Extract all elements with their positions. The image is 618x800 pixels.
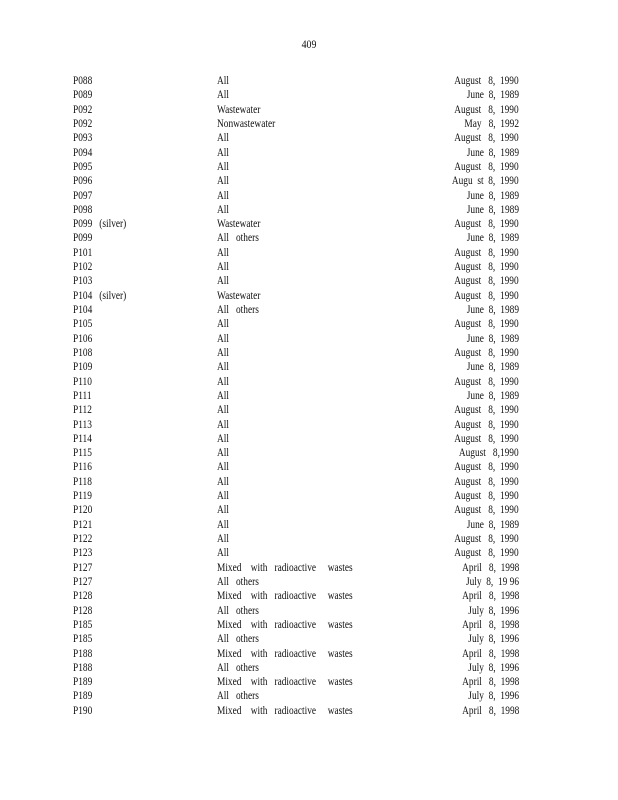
waste-code-cell: P102 [73, 259, 93, 274]
waste-code-cell: P099 (silver) [73, 216, 127, 231]
effective-date-cell: August 8, 1990 [454, 488, 519, 503]
waste-description-cell: Mixed with radioactive wastes [217, 702, 353, 717]
effective-date-cell: August 8, 1990 [454, 216, 519, 231]
waste-code-cell: P109 [73, 359, 93, 374]
waste-code-cell: P104 [73, 302, 93, 316]
waste-code-cell: P127 [73, 573, 93, 588]
waste-code-cell: P185 [73, 631, 93, 646]
waste-description-cell: All [217, 73, 229, 87]
waste-description-cell: Mixed with radioactive wastes [217, 588, 353, 603]
waste-description-cell: Nonwastewater [217, 115, 276, 130]
waste-description-cell: All [217, 330, 229, 345]
waste-description-cell: All others [217, 659, 259, 674]
table-row [0, 402, 618, 416]
effective-date-cell: August 8, 1990 [454, 502, 519, 517]
waste-code-cell: P098 [73, 201, 93, 216]
waste-code-cell: P185 [73, 616, 93, 631]
table-row [0, 545, 618, 559]
table-row [0, 531, 618, 545]
effective-date-cell: August 8, 1990 [454, 130, 519, 145]
table-row [0, 288, 618, 302]
table-row [0, 474, 618, 488]
waste-description-cell: All [217, 416, 229, 431]
waste-description-cell: All [217, 488, 229, 503]
waste-code-cell: P110 [73, 373, 92, 388]
effective-date-cell: August 8, 1990 [454, 373, 519, 388]
table-row [0, 173, 618, 187]
effective-date-cell: Augu st 8, 1990 [452, 173, 519, 188]
waste-code-cell: P188 [73, 645, 93, 660]
waste-description-cell: All [217, 273, 229, 288]
waste-code-cell: P128 [73, 588, 93, 603]
waste-code-cell: P113 [73, 416, 92, 431]
waste-description-cell: All others [217, 688, 259, 703]
table-row [0, 445, 618, 459]
effective-date-cell: July 8, 1996 [468, 631, 519, 646]
waste-description-cell: All [217, 387, 229, 402]
waste-description-cell: All [217, 187, 229, 202]
table-row [0, 216, 618, 230]
waste-code-cell: P121 [73, 516, 93, 531]
waste-description-cell: All others [217, 302, 259, 316]
waste-code-cell: P089 [73, 87, 93, 102]
table-row [0, 188, 618, 202]
table-row [0, 674, 618, 688]
waste-description-cell: All [217, 473, 229, 488]
waste-code-cell: P108 [73, 344, 93, 359]
waste-description-cell: All [217, 359, 229, 374]
table-row [0, 273, 618, 287]
waste-code-cell: P128 [73, 602, 93, 617]
waste-code-cell: P088 [73, 73, 93, 87]
waste-code-cell: P093 [73, 130, 93, 145]
table-row [0, 359, 618, 373]
table-row [0, 646, 618, 660]
table-row [0, 517, 618, 531]
effective-date-cell: August 8, 1990 [454, 316, 519, 331]
table-row [0, 560, 618, 574]
waste-code-cell: P106 [73, 330, 93, 345]
waste-description-cell: All [217, 430, 229, 445]
effective-date-cell: May 8, 1992 [464, 115, 519, 130]
waste-description-cell: Wastewater [217, 287, 261, 302]
waste-code-cell: P104 (silver) [73, 287, 127, 302]
waste-code-cell: P118 [73, 473, 92, 488]
effective-date-cell: August 8, 1990 [454, 473, 519, 488]
waste-code-cell: P105 [73, 316, 93, 331]
waste-description-cell: All [217, 344, 229, 359]
waste-description-cell: Mixed with radioactive wastes [217, 616, 353, 631]
waste-description-cell: All [217, 244, 229, 259]
effective-date-cell: June 8, 1989 [466, 302, 519, 316]
waste-code-cell: P092 [73, 115, 93, 130]
table-row [0, 488, 618, 502]
effective-date-cell: June 8, 1989 [466, 359, 519, 374]
effective-date-cell: June 8, 1989 [466, 330, 519, 345]
table-row [0, 102, 618, 116]
table-row [0, 431, 618, 445]
table-row [0, 259, 618, 273]
effective-date-cell: June 8, 1989 [466, 230, 519, 245]
waste-code-cell: P120 [73, 502, 93, 517]
effective-date-cell: August 8, 1990 [454, 244, 519, 259]
table-row [0, 331, 618, 345]
table-row [0, 688, 618, 702]
effective-date-cell: April 8, 1998 [461, 674, 519, 689]
table-row [0, 230, 618, 244]
effective-date-cell: August 8, 1990 [454, 416, 519, 431]
effective-date-cell: August 8, 1990 [454, 344, 519, 359]
effective-date-cell: July 8, 19 96 [465, 573, 519, 588]
waste-description-cell: All others [217, 631, 259, 646]
table-row [0, 588, 618, 602]
waste-description-cell: All [217, 87, 229, 102]
table-row [0, 302, 618, 316]
waste-code-cell: P099 [73, 230, 93, 245]
waste-description-cell: Wastewater [217, 216, 261, 231]
table-row [0, 374, 618, 388]
table-row [0, 631, 618, 645]
waste-description-cell: All [217, 316, 229, 331]
waste-description-cell: All [217, 259, 229, 274]
effective-date-cell: August 8, 1990 [454, 158, 519, 173]
effective-date-cell: July 8, 1996 [468, 659, 519, 674]
waste-code-cell: P188 [73, 659, 93, 674]
table-row [0, 617, 618, 631]
table-row [0, 703, 618, 717]
waste-code-cell: P127 [73, 559, 93, 574]
effective-date-cell: April 8, 1998 [461, 588, 519, 603]
effective-date-cell: August 8, 1990 [454, 459, 519, 474]
effective-date-cell: July 8, 1996 [468, 688, 519, 703]
waste-description-cell: All [217, 459, 229, 474]
table-row [0, 388, 618, 402]
waste-code-cell: P116 [73, 459, 92, 474]
waste-code-cell: P114 [73, 430, 92, 445]
waste-code-cell: P111 [73, 387, 92, 402]
effective-date-cell: August 8, 1990 [454, 402, 519, 417]
table-row [0, 574, 618, 588]
waste-code-cell: P189 [73, 674, 93, 689]
table-row [0, 73, 618, 87]
effective-date-cell: July 8, 1996 [468, 602, 519, 617]
waste-code-cell: P115 [73, 445, 92, 460]
effective-date-cell: April 8, 1998 [461, 616, 519, 631]
table-row [0, 245, 618, 259]
effective-date-cell: August 8, 1990 [454, 259, 519, 274]
effective-date-cell: June 8, 1989 [466, 144, 519, 159]
waste-code-cell: P189 [73, 688, 93, 703]
effective-date-cell: August 8, 1990 [454, 101, 519, 116]
waste-description-cell: All [217, 502, 229, 517]
page-number: 409 [301, 37, 317, 51]
waste-description-cell: All [217, 173, 229, 188]
effective-date-cell: June 8, 1989 [466, 387, 519, 402]
waste-description-cell: All [217, 531, 229, 545]
effective-date-cell: August 8, 1990 [454, 287, 519, 302]
effective-date-cell: August 8,1990 [459, 445, 519, 460]
effective-date-cell: April 8, 1998 [461, 559, 519, 574]
waste-description-cell: Mixed with radioactive wastes [217, 559, 353, 574]
waste-code-cell: P190 [73, 702, 93, 717]
waste-code-cell: P123 [73, 545, 93, 560]
table-row [0, 87, 618, 101]
table-row [0, 502, 618, 516]
waste-code-cell: P092 [73, 101, 93, 116]
effective-date-cell: June 8, 1989 [466, 87, 519, 102]
waste-code-cell: P097 [73, 187, 93, 202]
table-row [0, 316, 618, 330]
waste-description-cell: All [217, 144, 229, 159]
table-row [0, 603, 618, 617]
effective-date-cell: August 8, 1990 [454, 430, 519, 445]
waste-description-cell: Wastewater [217, 101, 261, 116]
waste-code-cell: P096 [73, 173, 93, 188]
effective-date-cell: April 8, 1998 [461, 702, 519, 717]
waste-description-cell: All [217, 201, 229, 216]
effective-date-cell: August 8, 1990 [454, 273, 519, 288]
table-row [0, 345, 618, 359]
waste-code-cell: P103 [73, 273, 93, 288]
waste-description-cell: All [217, 158, 229, 173]
effective-date-cell: April 8, 1998 [461, 645, 519, 660]
table-row [0, 202, 618, 216]
table-row [0, 116, 618, 130]
waste-description-cell: All others [217, 230, 259, 245]
table-row [0, 459, 618, 473]
waste-code-table [0, 73, 618, 717]
effective-date-cell: August 8, 1990 [454, 531, 519, 545]
table-row [0, 130, 618, 144]
waste-description-cell: All [217, 130, 229, 145]
waste-description-cell: All [217, 445, 229, 460]
effective-date-cell: August 8, 1990 [454, 545, 519, 560]
effective-date-cell: June 8, 1989 [466, 187, 519, 202]
waste-description-cell: Mixed with radioactive wastes [217, 674, 353, 689]
waste-description-cell: All [217, 373, 229, 388]
waste-description-cell: All [217, 545, 229, 560]
waste-description-cell: All others [217, 573, 259, 588]
waste-description-cell: All [217, 516, 229, 531]
table-row [0, 660, 618, 674]
waste-code-cell: P122 [73, 531, 93, 545]
waste-code-cell: P119 [73, 488, 92, 503]
waste-description-cell: All others [217, 602, 259, 617]
waste-code-cell: P094 [73, 144, 93, 159]
waste-code-cell: P112 [73, 402, 92, 417]
waste-description-cell: All [217, 402, 229, 417]
effective-date-cell: June 8, 1989 [466, 201, 519, 216]
effective-date-cell: August 8, 1990 [454, 73, 519, 87]
table-row [0, 417, 618, 431]
waste-description-cell: Mixed with radioactive wastes [217, 645, 353, 660]
table-row [0, 145, 618, 159]
effective-date-cell: June 8, 1989 [466, 516, 519, 531]
waste-code-cell: P095 [73, 158, 93, 173]
waste-code-cell: P101 [73, 244, 93, 259]
table-row [0, 159, 618, 173]
